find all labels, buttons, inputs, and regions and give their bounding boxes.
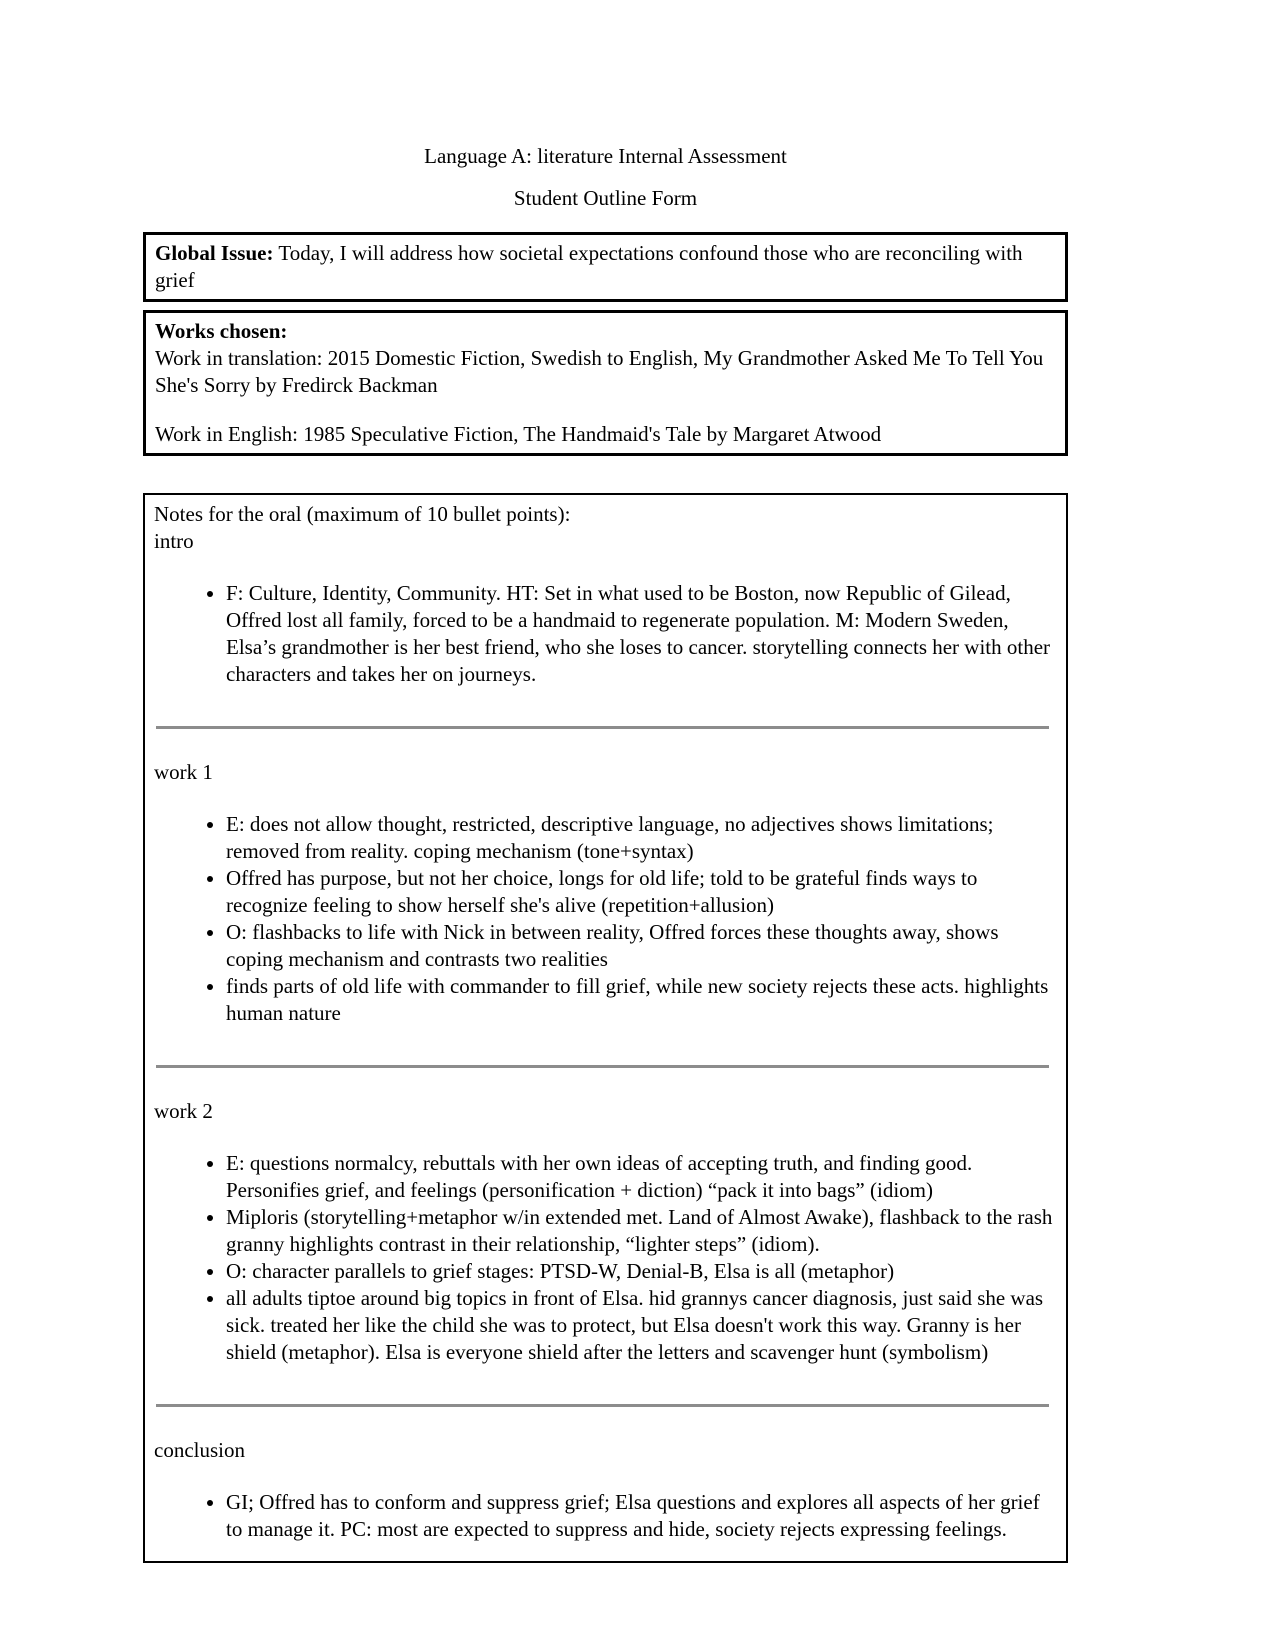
global-issue-line bbox=[155, 240, 1056, 294]
work-in-translation: Work in translation: 2015 Domestic Fiction, Swedish to English, My Grandmother Asked Me To Tell You She's Sorry by Fredirck Backman bbox=[155, 346, 1044, 397]
bullet-item: • GI; Offred has to conform and suppress grief; Elsa questions and explores all aspects of her grief to manage it. PC: most are expected to suppress and hide, society rejects expressing feelings. bbox=[226, 1489, 1057, 1543]
global-issue-text: Today, I will address how societal expectations confound those who are reconciling with grief bbox=[155, 241, 1023, 292]
work-in-english: Work in English: 1985 Speculative Fiction, The Handmaid's Tale by Margaret Atwood bbox=[155, 422, 882, 446]
section-divider bbox=[156, 1404, 1049, 1407]
bullet-item: • Offred has purpose, but not her choice, longs for old life; told to be grateful finds ways to recognize feeling to show herself she's alive (repetition+allusion) bbox=[226, 865, 1057, 919]
section-label-intro: intro bbox=[154, 529, 194, 553]
works-chosen-heading bbox=[155, 318, 1056, 345]
intro-bullet-list bbox=[154, 580, 1057, 688]
works-chosen-box bbox=[143, 310, 1068, 456]
section-label-work-2: work 2 bbox=[154, 1099, 213, 1123]
bullet-item: • finds parts of old life with commander to fill grief, while new society rejects these acts. highlights human nature bbox=[226, 973, 1057, 1027]
works-chosen-label: Works chosen: bbox=[155, 319, 288, 343]
bullet-item: • F: Culture, Identity, Community. HT: Set in what used to be Boston, now Republic of Gilead, Offred lost all family, forced to be a handmaid to regenerate population. M: Modern Sweden, Elsa’s grandmother is her best friend, who she loses to cancer. storytelling connects her with other characters and takes her on journeys. bbox=[226, 580, 1057, 688]
bullet-item: • all adults tiptoe around big topics in front of Elsa. hid grannys cancer diagnosis, just said she was sick. treated her like the child she was to protect, but Elsa doesn't work this way. Granny is her shield (metaphor). Elsa is everyone shield after the letters and scavenger hunt (symbolism) bbox=[226, 1285, 1057, 1366]
document-content bbox=[143, 143, 1068, 1563]
work-2-bullet-list bbox=[154, 1150, 1057, 1366]
section-divider bbox=[156, 1065, 1049, 1068]
global-issue-box bbox=[143, 232, 1068, 302]
bullet-item: • E: does not allow thought, restricted, descriptive language, no adjectives shows limitations; removed from reality. coping mechanism (tone+syntax) bbox=[226, 811, 1057, 865]
document-subtitle: Student Outline Form bbox=[513, 186, 698, 210]
bullet-item: • O: flashbacks to life with Nick in between reality, Offred forces these thoughts away, shows coping mechanism and contrasts two realities bbox=[226, 919, 1057, 973]
notes-heading: Notes for the oral (maximum of 10 bullet points): bbox=[154, 502, 571, 526]
section-divider bbox=[156, 726, 1049, 729]
bullet-item: • Miploris (storytelling+metaphor w/in extended met. Land of Almost Awake), flashback to the rash granny highlights contrast in their relationship, “lighter steps” (idiom). bbox=[226, 1204, 1057, 1258]
bullet-item: • O: character parallels to grief stages: PTSD-W, Denial-B, Elsa is all (metaphor) bbox=[226, 1258, 1057, 1285]
section-label-work-1: work 1 bbox=[154, 760, 213, 784]
section-label-conclusion: conclusion bbox=[154, 1438, 245, 1462]
work-1-bullet-list bbox=[154, 811, 1057, 1027]
conclusion-bullet-list bbox=[154, 1489, 1057, 1543]
notes-box bbox=[143, 493, 1068, 1563]
document-title: Language A: literature Internal Assessment bbox=[424, 144, 787, 168]
global-issue-label: Global Issue: bbox=[155, 241, 274, 265]
blank-line bbox=[155, 399, 1056, 421]
bullet-item: • E: questions normalcy, rebuttals with her own ideas of accepting truth, and finding good. Personifies grief, and feelings (personification + diction) “pack it into bags” (idiom) bbox=[226, 1150, 1057, 1204]
